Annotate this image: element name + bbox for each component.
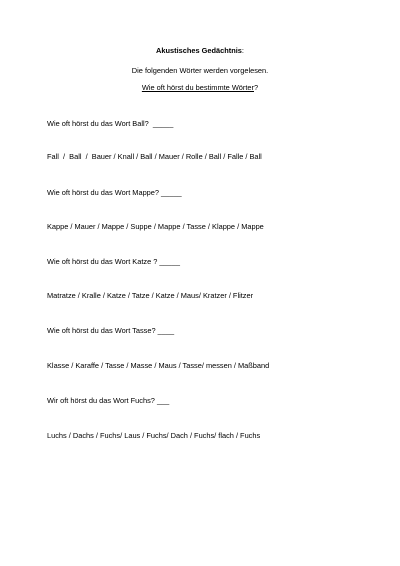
page-subtitle: Die folgenden Wörter werden vorgelesen. [131,66,269,75]
instruction-question-mark: ? [254,83,259,92]
instruction-line [0,83,400,93]
page-title [0,46,400,56]
word-list-mappe: Kappe / Mauer / Mappe / Suppe / Mappe / Tasse / Klappe / Mappe [47,222,264,231]
word-list-tasse: Klasse / Karaffe / Tasse / Masse / Maus / Tasse/ messen / Maßband [47,361,270,370]
question-tasse: Wie oft hörst du das Wort Tasse? ____ [47,326,175,335]
question-katze: Wie oft hörst du das Wort Katze ? _____ [47,257,180,266]
question-fuchs: Wir oft hörst du das Wort Fuchs? ___ [47,396,170,405]
word-list-katze: Matratze / Kralle / Katze / Tatze / Katze / Maus/ Kratzer / Flitzer [47,291,254,300]
page-title-colon: : [241,46,244,55]
instruction-text: Wie oft hörst du bestimmte Wörter [141,83,254,92]
word-list-ball: Fall / Ball / Bauer / Knall / Ball / Mauer / Rolle / Ball / Falle / Ball [47,152,262,161]
page-title-text: Akustisches Gedächtnis [156,46,242,55]
word-list-fuchs: Luchs / Dachs / Fuchs/ Laus / Fuchs/ Dach / Fuchs/ flach / Fuchs [47,431,261,440]
question-ball: Wie oft hörst du das Wort Ball? _____ [47,119,174,128]
question-mappe: Wie oft hörst du das Wort Mappe? _____ [47,188,182,197]
